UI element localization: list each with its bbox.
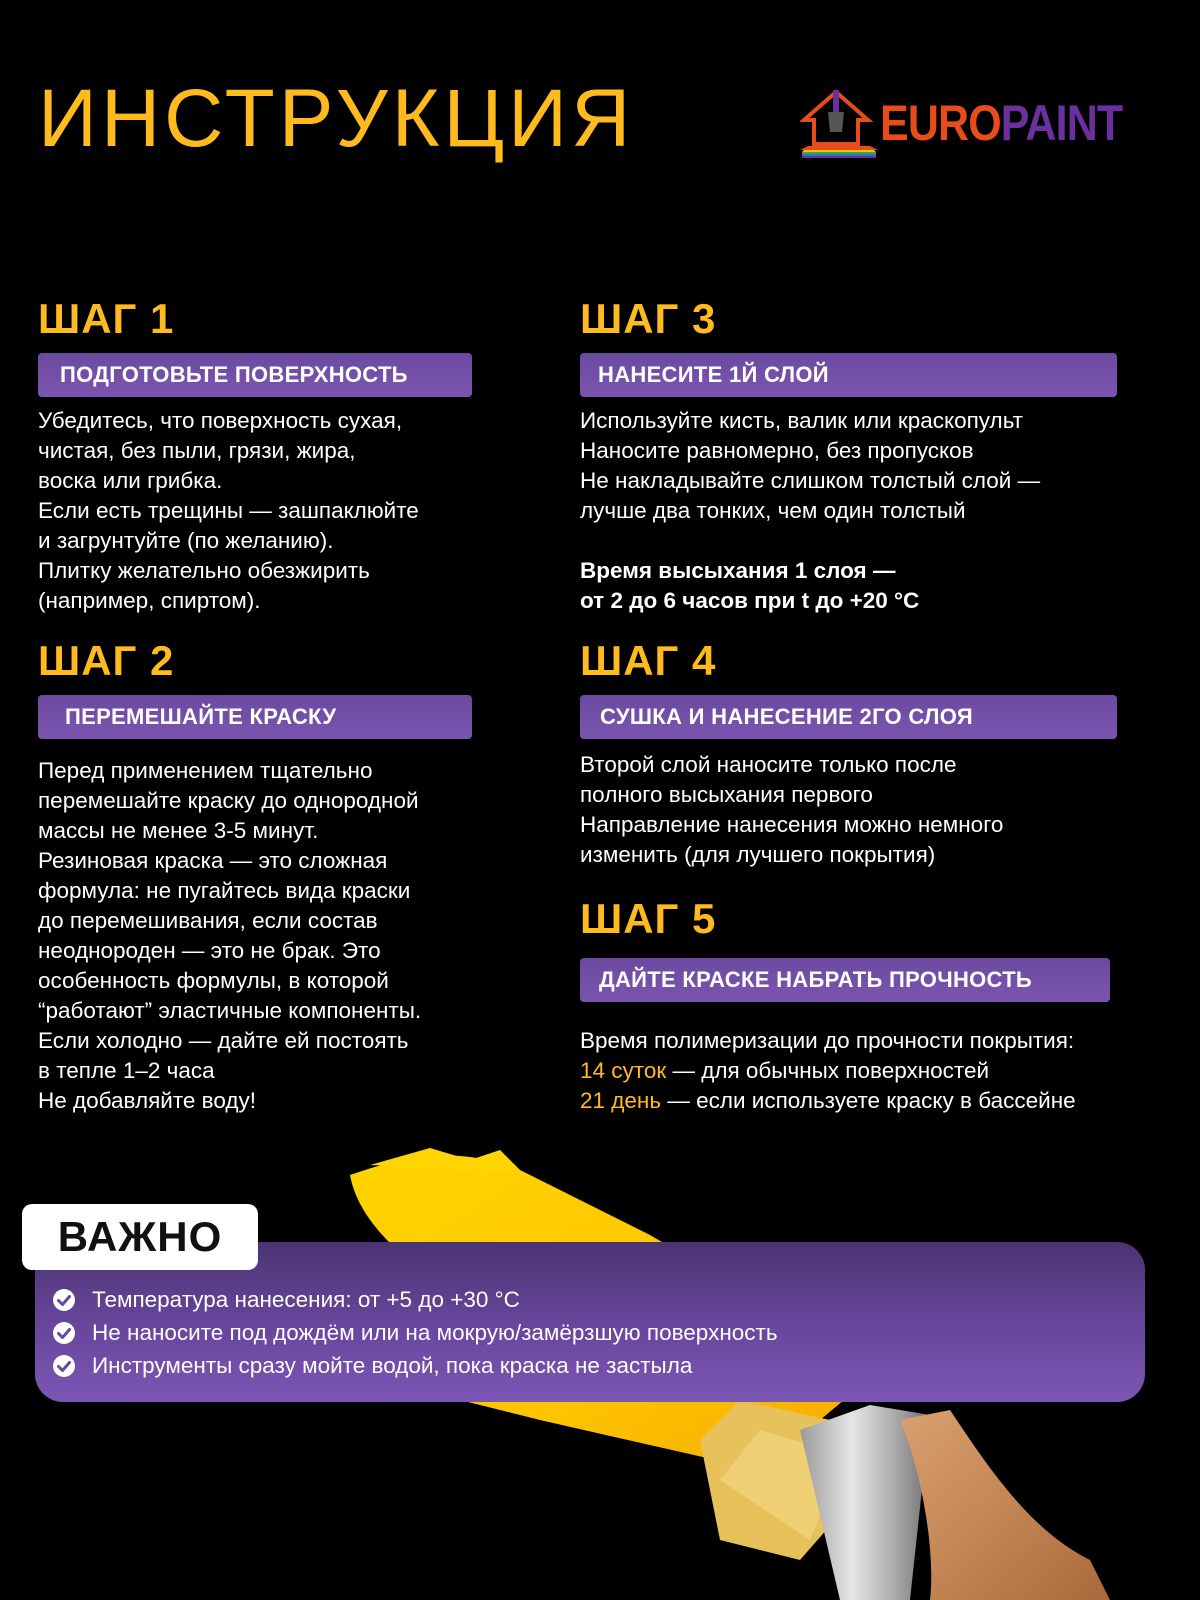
logo-wordmark [880, 95, 1123, 151]
step-4-line: полного высыхания первого [580, 782, 873, 807]
step-3-banner: НАНЕСИТЕ 1Й СЛОЙ [580, 353, 1117, 397]
step-5-item [580, 1086, 1076, 1116]
page-title: ИНСТРУКЦИЯ [38, 73, 635, 164]
step-5-item-text: — если используете краску в бассейне [661, 1088, 1076, 1113]
step-5-highlight: 21 день [580, 1088, 662, 1113]
step-3-line: лучше два тонких, чем один толстый [580, 498, 966, 523]
step-1-text [38, 406, 419, 616]
step-1-heading: ШАГ 1 [38, 295, 175, 342]
step-2-line: массы не менее 3-5 минут. [38, 818, 319, 843]
step-2-line: до перемешивания, если состав [38, 908, 378, 933]
important-badge: ВАЖНО [22, 1204, 258, 1270]
step-5-heading: ШАГ 5 [580, 895, 717, 942]
step-2-line: Если холодно — дайте ей постоять [38, 1028, 409, 1053]
important-item-text: Температура нанесения: от +5 до +30 °C [92, 1286, 520, 1312]
paint-brush-logo-icon [800, 88, 878, 158]
step-4-heading: ШАГ 4 [580, 637, 717, 684]
europaint-logo [800, 88, 1123, 160]
step-1-line: Убедитесь, что поверхность сухая, [38, 408, 403, 433]
step-3-line: Наносите равномерно, без пропусков [580, 438, 974, 463]
step-3-heading: ШАГ 3 [580, 295, 717, 342]
step-4-line: Второй слой наносите только после [580, 752, 957, 777]
step-5-intro: Время полимеризации до прочности покрытия: [580, 1028, 1075, 1053]
step-1-line: воска или грибка. [38, 468, 223, 493]
step-5-highlight: 14 суток [580, 1058, 667, 1083]
step-5-banner: ДАЙТЕ КРАСКЕ НАБРАТЬ ПРОЧНОСТЬ [580, 958, 1110, 1002]
step-4-text [580, 750, 1003, 870]
step-1-line: чистая, без пыли, грязи, жира, [38, 438, 356, 463]
spacer [580, 526, 1040, 556]
step-3-drying-time: от 2 до 6 часов при t до +20 °C [580, 588, 920, 613]
check-circle-icon [52, 1288, 76, 1312]
step-2-line: “работают” эластичные компоненты. [38, 998, 422, 1023]
step-4-line: Направление нанесения можно немного [580, 812, 1004, 837]
check-circle-icon [52, 1354, 76, 1378]
check-circle-icon [52, 1321, 76, 1345]
step-2-text [38, 756, 421, 1116]
step-2-line: неоднороден — это не брак. Это [38, 938, 381, 963]
step-3-line: Не накладывайте слишком толстый слой — [580, 468, 1041, 493]
step-2-line: перемешайте краску до однородной [38, 788, 419, 813]
step-1-line: и загрунтуйте (по желанию). [38, 528, 334, 553]
step-3-line: Используйте кисть, валик или краскопульт [580, 408, 1023, 433]
step-1-line: (например, спиртом). [38, 588, 261, 613]
important-item-text: Инструменты сразу мойте водой, пока краска не застыла [92, 1352, 693, 1378]
step-1-banner: ПОДГОТОВЬТЕ ПОВЕРХНОСТЬ [38, 353, 472, 397]
step-2-line: Перед применением тщательно [38, 758, 373, 783]
step-5-item [580, 1056, 1076, 1086]
step-2-banner: ПЕРЕМЕШАЙТЕ КРАСКУ [38, 695, 472, 739]
logo-euro: EURO [880, 95, 1001, 151]
step-3-drying-time: Время высыхания 1 слоя — [580, 558, 896, 583]
step-1-line: Если есть трещины — зашпаклюйте [38, 498, 419, 523]
important-list [52, 1283, 778, 1382]
logo-paint: PAINT [1000, 95, 1123, 151]
step-2-line: особенность формулы, в которой [38, 968, 389, 993]
step-1-line: Плитку желательно обезжирить [38, 558, 370, 583]
important-item [52, 1316, 778, 1349]
important-item-text: Не наносите под дождём или на мокрую/замёрзшую поверхность [92, 1319, 778, 1345]
step-3-text [580, 406, 1040, 616]
step-2-line: Резиновая краска — это сложная [38, 848, 388, 873]
step-2-line: Не добавляйте воду! [38, 1088, 257, 1113]
step-4-banner: СУШКА И НАНЕСЕНИЕ 2ГО СЛОЯ [580, 695, 1117, 739]
step-5-text [580, 1026, 1076, 1116]
step-2-heading: ШАГ 2 [38, 637, 175, 684]
important-item [52, 1349, 778, 1382]
step-2-line: формула: не пугайтесь вида краски [38, 878, 411, 903]
step-4-line: изменить (для лучшего покрытия) [580, 842, 936, 867]
step-5-item-text: — для обычных поверхностей [666, 1058, 990, 1083]
important-item [52, 1283, 778, 1316]
step-2-line: в тепле 1–2 часа [38, 1058, 215, 1083]
